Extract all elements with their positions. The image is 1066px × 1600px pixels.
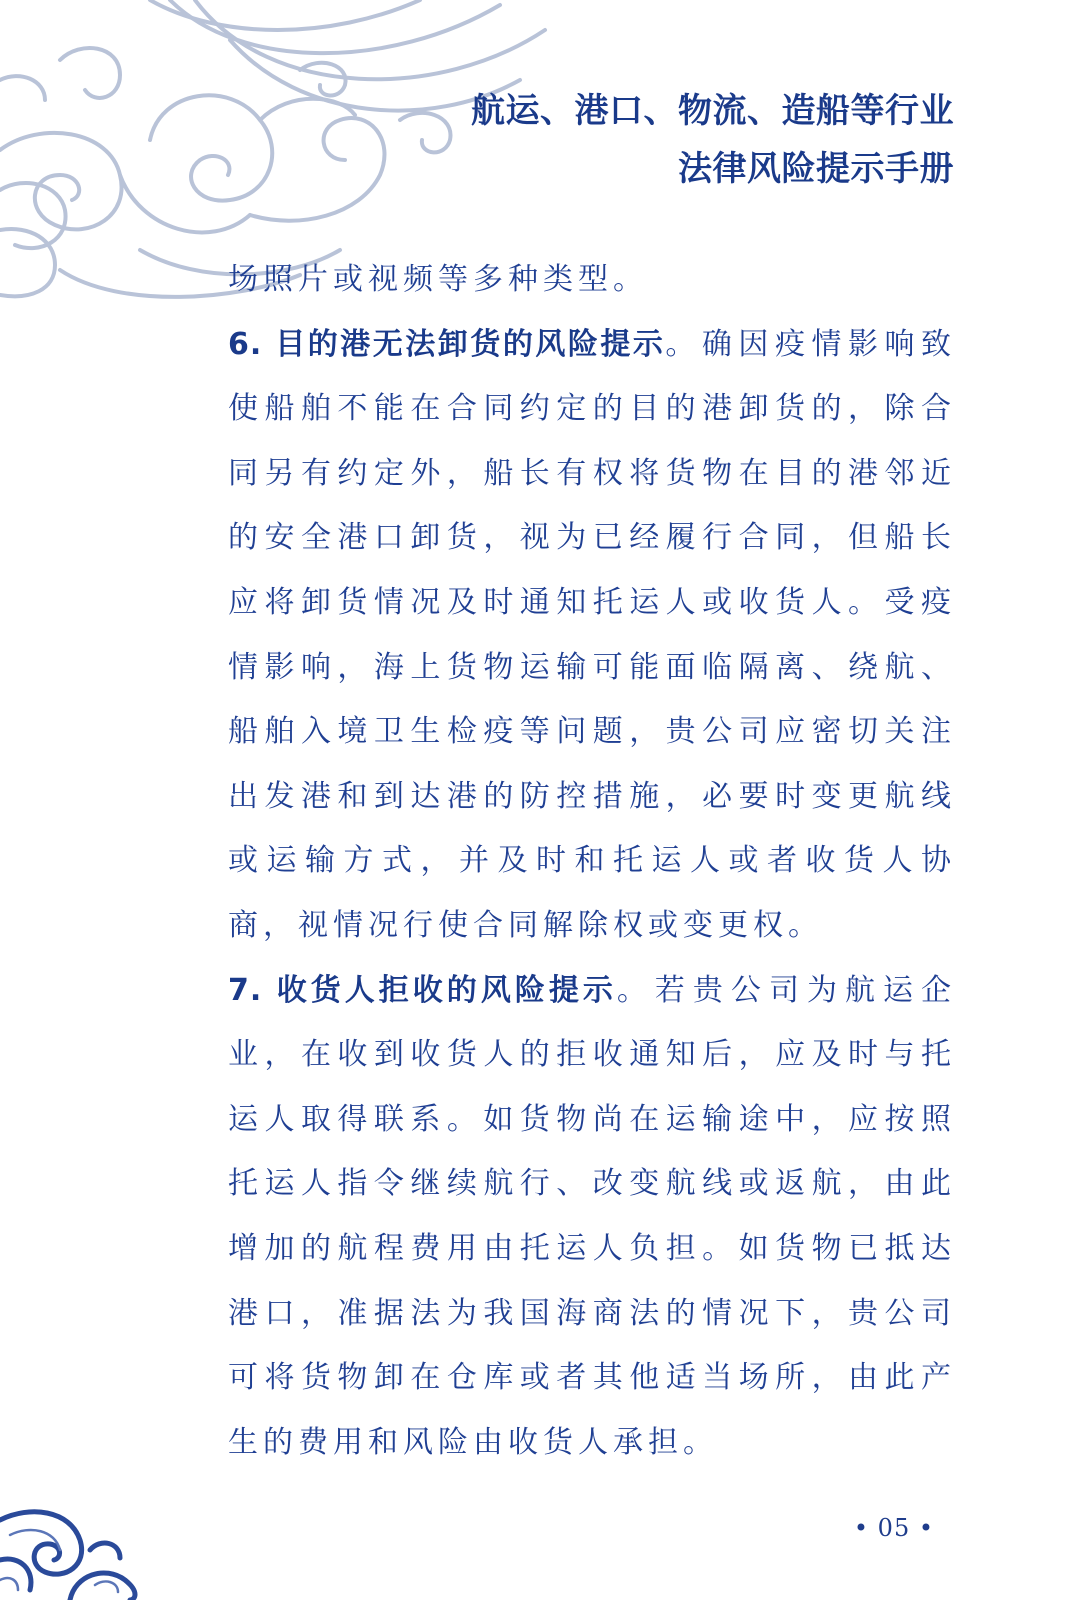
paragraph-continuation bbox=[228, 248, 956, 313]
item-heading: 7. 收货人拒收的风险提示 bbox=[228, 972, 617, 1008]
document-body bbox=[228, 248, 956, 1475]
item-heading: 6. 目的港无法卸货的风险提示 bbox=[228, 326, 666, 362]
document-header bbox=[471, 82, 954, 198]
paragraph-item-6 bbox=[228, 313, 956, 959]
paragraph-item-7 bbox=[228, 959, 956, 1476]
header-title-line1: 航运、港口、物流、造船等行业 bbox=[471, 91, 954, 131]
page-number: • 05 • bbox=[853, 1514, 934, 1542]
paragraph-text: 场照片或视频等多种类型。 bbox=[228, 262, 648, 297]
paragraph-text: 。确因疫情影响致使船舶不能在合同约定的目的港卸货的，除合同另有约定外，船长有权将货物在目的港邻近的安全港口卸货，视为已经履行合同，但船长应将卸货情况及时通知托运人或收货人。受疫情影响，海上货物运输可能面临隔离、绕航、船舶入境卫生检疫等问题，贵公司应密切关注出发港和到达港的防控措施，必要时变更航线或运输方式，并及时和托运人或者收货人协商，视情况行使合同解除权或变更权。 bbox=[228, 326, 957, 943]
paragraph-text: 。若贵公司为航运企业，在收到收货人的拒收通知后，应及时与托运人取得联系。如货物尚在运输途中，应按照托运人指令继续航行、改变航线或返航，由此增加的航程费用由托运人负担。如货物已抵达港口，准据法为我国海商法的情况下，贵公司可将货物卸在仓库或者其他适当场所，由此产生的费用和风险由收货人承担。 bbox=[228, 972, 957, 1460]
header-title-line2: 法律风险提示手册 bbox=[678, 149, 954, 189]
cloud-ornament-bottom-icon bbox=[0, 1480, 150, 1600]
